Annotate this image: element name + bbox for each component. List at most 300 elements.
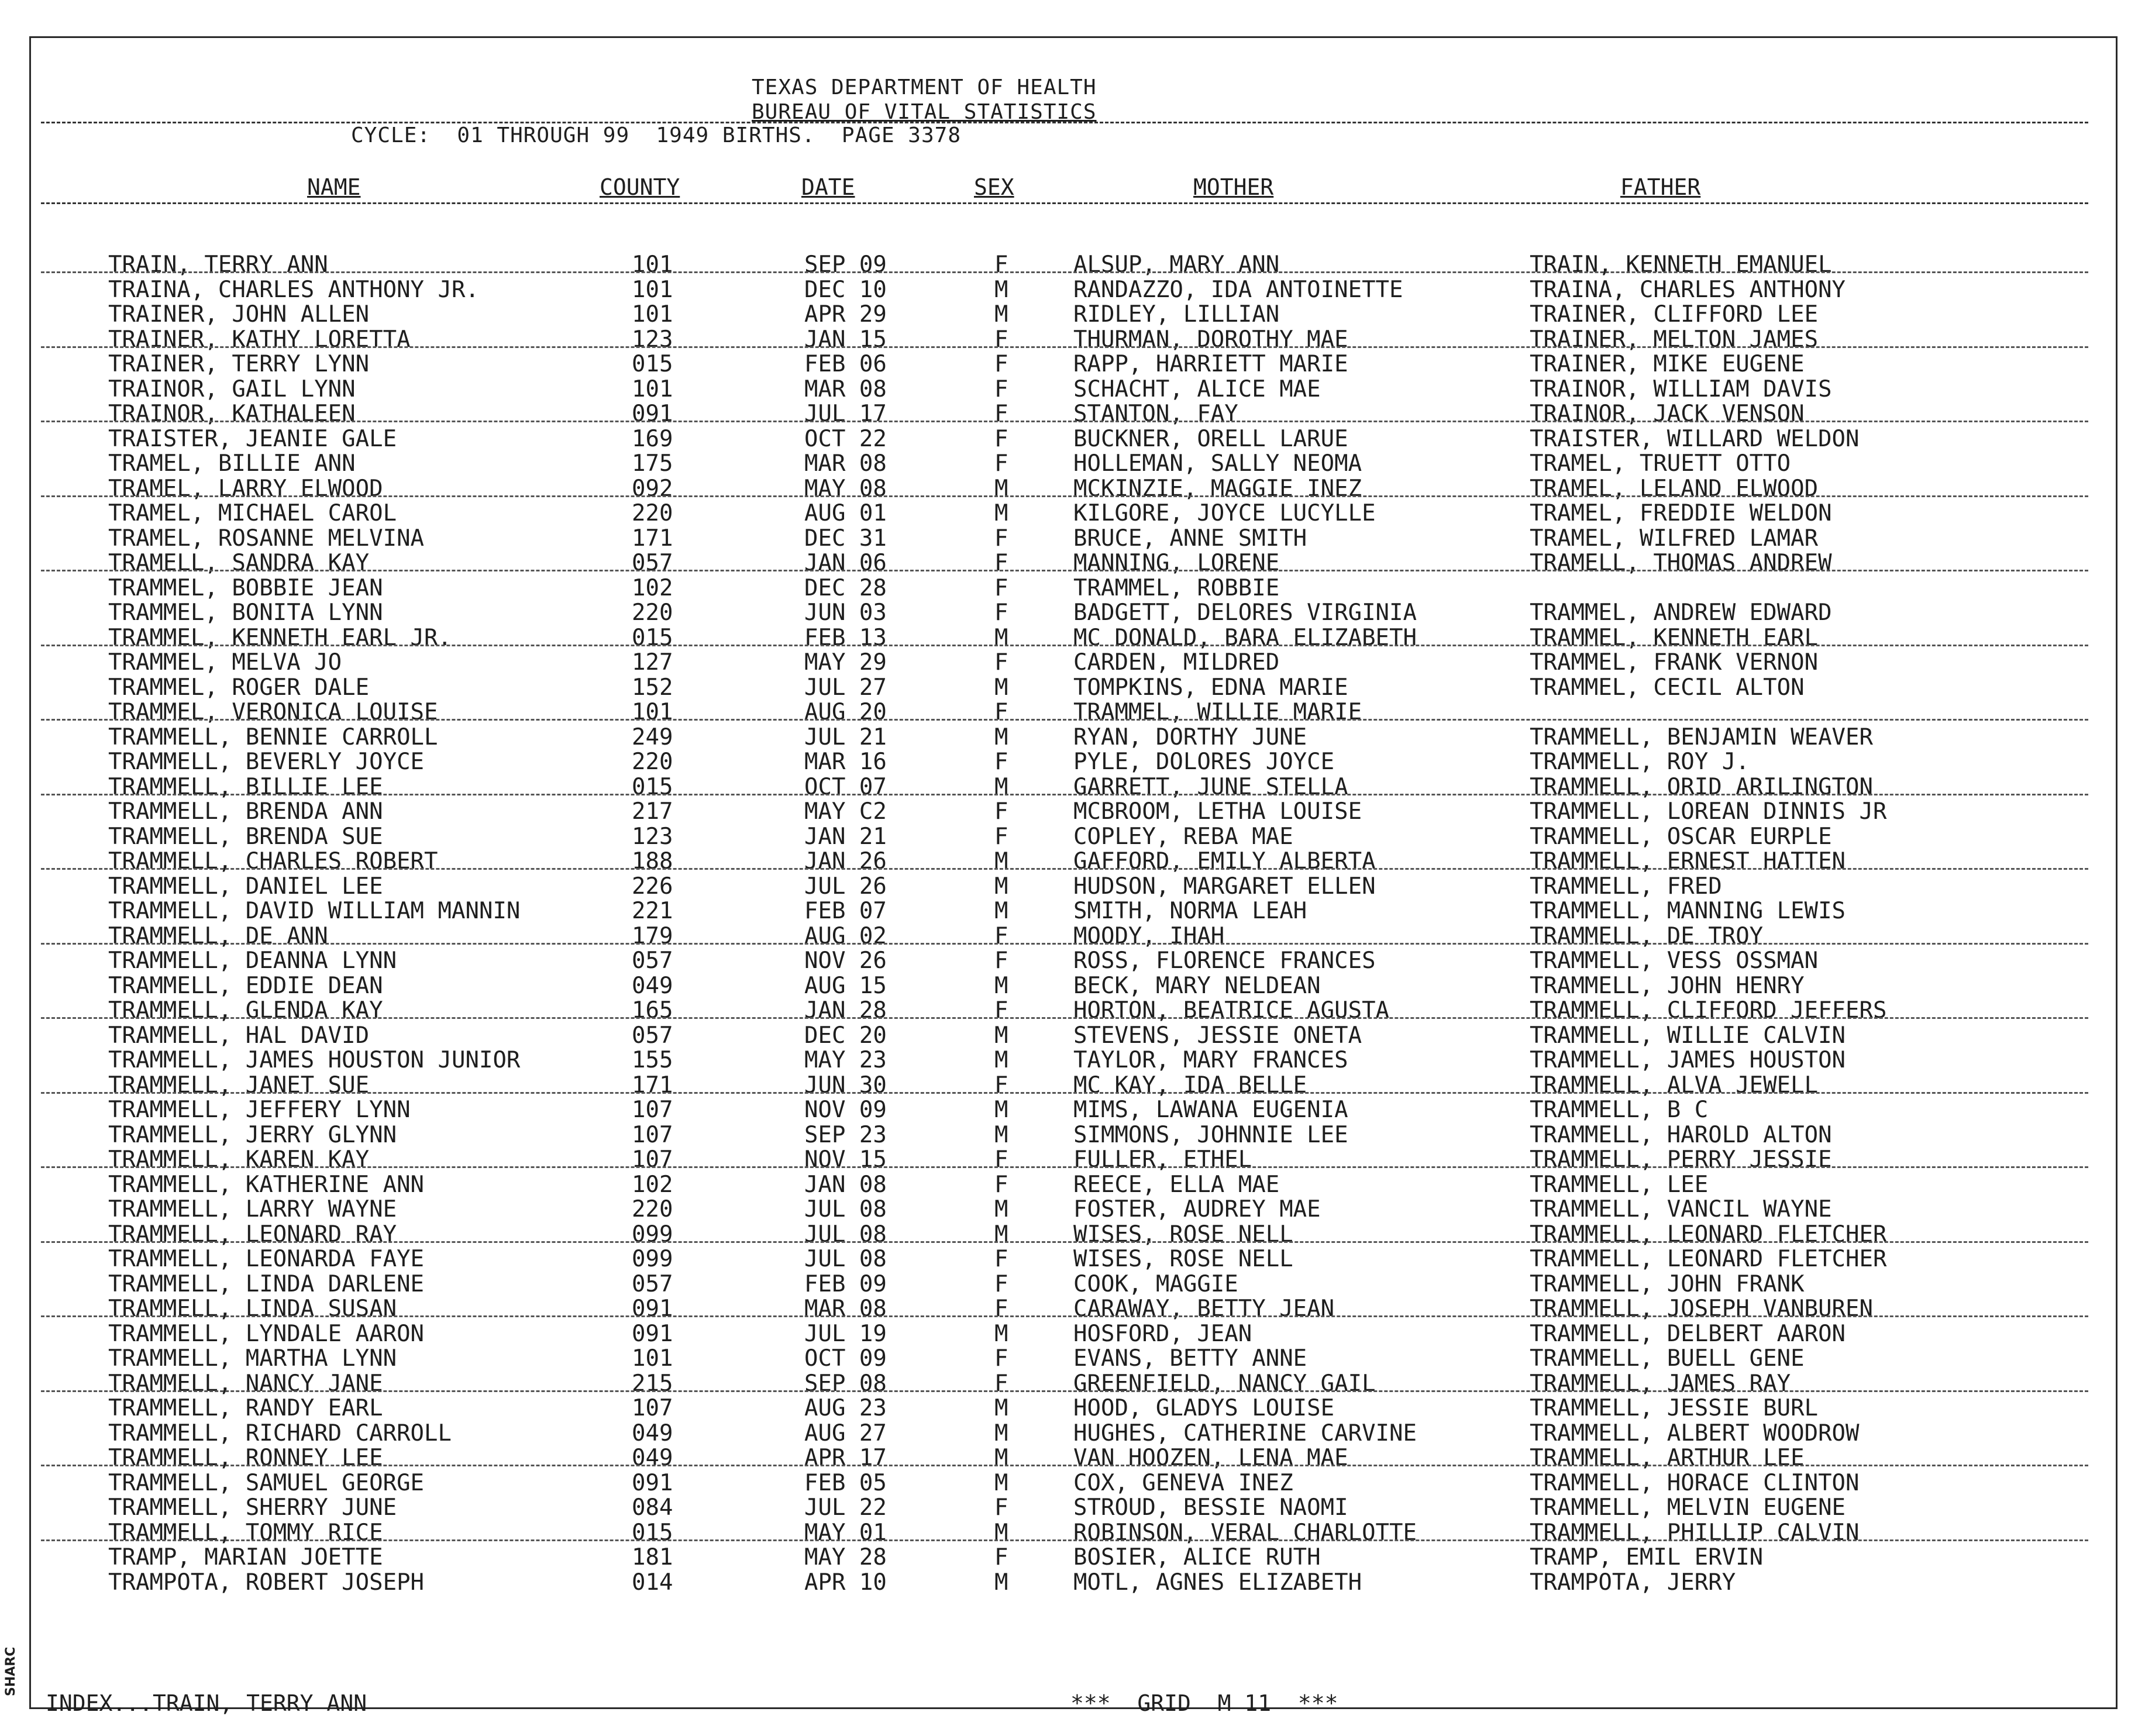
cell-father: TRAMMELL, LEE xyxy=(1530,1171,1709,1198)
cell-date: AUG 20 xyxy=(804,699,887,725)
cell-mother: RANDAZZO, IDA ANTOINETTE xyxy=(1073,276,1403,303)
cell-sex: F xyxy=(994,600,1008,626)
cell-mother: THURMAN, DOROTHY MAE xyxy=(1073,326,1348,353)
cell-father: TRAMMELL, ALBERT WOODROW xyxy=(1530,1420,1860,1446)
cell-father: TRAMMELL, MANNING LEWIS xyxy=(1530,898,1846,924)
table-row xyxy=(0,1471,2106,1496)
cell-mother: SIMMONS, JOHNNIE LEE xyxy=(1073,1121,1348,1148)
cell-father: TRAMMELL, JOSEPH VANBUREN xyxy=(1530,1296,1873,1322)
cell-name: TRAMMELL, EDDIE DEAN xyxy=(108,972,383,999)
cell-sex: M xyxy=(994,1569,1008,1596)
cell-date: DEC 28 xyxy=(804,574,887,601)
row-divider xyxy=(41,570,2088,571)
cell-county: 107 xyxy=(632,1395,673,1421)
cell-mother: MANNING, LORENE xyxy=(1073,550,1280,576)
table-row xyxy=(0,1396,2106,1421)
cell-date: MAY 23 xyxy=(804,1047,887,1073)
cell-county: 217 xyxy=(632,798,673,825)
table-row xyxy=(0,402,2106,426)
cell-father: TRAMEL, FREDDIE WELDON xyxy=(1530,500,1832,526)
cell-date: MAY 28 xyxy=(804,1544,887,1570)
cell-name: TRAMMELL, GLENDA KAY xyxy=(108,997,383,1024)
table-row xyxy=(0,1024,2106,1048)
cell-date: FEB 09 xyxy=(804,1270,887,1297)
cell-date: SEP 23 xyxy=(804,1121,887,1148)
cell-name: TRAINER, JOHN ALLEN xyxy=(108,301,370,328)
cell-name: TRAMMELL, MARTHA LYNN xyxy=(108,1345,397,1372)
table-row xyxy=(0,849,2106,874)
row-divider xyxy=(41,1465,2088,1466)
cell-county: 057 xyxy=(632,1270,673,1297)
cell-county: 049 xyxy=(632,1420,673,1446)
cell-sex: M xyxy=(994,1097,1008,1123)
cell-father: TRAMMELL, JESSIE BURL xyxy=(1530,1395,1819,1421)
table-row xyxy=(0,253,2106,277)
cell-father: TRAMMELL, LOREAN DINNIS JR xyxy=(1530,798,1887,825)
cell-name: TRAMMELL, LINDA SUSAN xyxy=(108,1296,397,1322)
cell-date: JUL 08 xyxy=(804,1246,887,1272)
table-row xyxy=(0,1346,2106,1371)
cell-mother: BECK, MARY NELDEAN xyxy=(1073,972,1321,999)
cell-sex: F xyxy=(994,550,1008,576)
cell-county: 215 xyxy=(632,1370,673,1397)
cell-date: FEB 06 xyxy=(804,351,887,377)
cell-mother: KILGORE, JOYCE LUCYLLE xyxy=(1073,500,1376,526)
cell-mother: RYAN, DORTHY JUNE xyxy=(1073,724,1307,750)
cell-county: 179 xyxy=(632,922,673,949)
cell-county: 220 xyxy=(632,600,673,626)
cell-county: 101 xyxy=(632,376,673,402)
cell-sex: M xyxy=(994,848,1008,874)
cell-sex: F xyxy=(994,823,1008,850)
cell-name: TRAMMELL, BILLIE LEE xyxy=(108,773,383,800)
cell-sex: F xyxy=(994,1270,1008,1297)
cell-father: TRAMMELL, ROY J. xyxy=(1530,749,1750,775)
cell-mother: RAPP, HARRIETT MARIE xyxy=(1073,351,1348,377)
cell-date: NOV 15 xyxy=(804,1146,887,1173)
cell-mother: MIMS, LAWANA EUGENIA xyxy=(1073,1097,1348,1123)
cell-county: 091 xyxy=(632,401,673,427)
cell-mother: HUGHES, CATHERINE CARVINE xyxy=(1073,1420,1417,1446)
cell-sex: M xyxy=(994,276,1008,303)
row-divider xyxy=(41,495,2088,497)
table-row xyxy=(0,1421,2106,1446)
column-header-name: NAME xyxy=(307,174,361,200)
row-divider xyxy=(41,346,2088,348)
row-divider xyxy=(41,868,2088,870)
cell-sex: F xyxy=(994,997,1008,1024)
table-row xyxy=(0,1123,2106,1148)
cell-sex: M xyxy=(994,1469,1008,1496)
cell-date: JAN 28 xyxy=(804,997,887,1024)
cell-date: JUL 21 xyxy=(804,724,887,750)
cell-county: 091 xyxy=(632,1296,673,1322)
column-header-divider xyxy=(41,202,2088,204)
cell-father: TRAMMELL, CLIFFORD JEFFERS xyxy=(1530,997,1887,1024)
cell-mother: BUCKNER, ORELL LARUE xyxy=(1073,425,1348,452)
cell-county: 220 xyxy=(632,500,673,526)
cell-date: AUG 01 xyxy=(804,500,887,526)
cell-father: TRAMEL, WILFRED LAMAR xyxy=(1530,525,1819,552)
cell-name: TRAMMELL, JANET SUE xyxy=(108,1072,370,1098)
cell-father: TRAMMELL, LEONARD FLETCHER xyxy=(1530,1221,1887,1248)
cell-name: TRAMMELL, TOMMY RICE xyxy=(108,1519,383,1546)
bureau-title: BUREAU OF VITAL STATISTICS xyxy=(752,100,1097,124)
cell-mother: REECE, ELLA MAE xyxy=(1073,1171,1280,1198)
row-divider xyxy=(41,943,2088,945)
cell-date: AUG 02 xyxy=(804,922,887,949)
cell-father: TRAMMELL, BUELL GENE xyxy=(1530,1345,1805,1372)
cell-name: TRAMMELL, KATHERINE ANN xyxy=(108,1171,425,1198)
cell-mother: HORTON, BEATRICE AGUSTA xyxy=(1073,997,1390,1024)
cell-county: 099 xyxy=(632,1221,673,1248)
cell-county: 107 xyxy=(632,1121,673,1148)
table-row xyxy=(0,1048,2106,1073)
cell-name: TRAMMELL, LEONARD RAY xyxy=(108,1221,397,1248)
cell-county: 188 xyxy=(632,848,673,874)
cell-date: AUG 23 xyxy=(804,1395,887,1421)
cell-date: MAR 16 xyxy=(804,749,887,775)
cell-county: 220 xyxy=(632,1196,673,1222)
column-header-father: FATHER xyxy=(1620,174,1701,200)
cell-date: JAN 26 xyxy=(804,848,887,874)
cell-mother: GAFFORD, EMILY ALBERTA xyxy=(1073,848,1376,874)
cell-county: 123 xyxy=(632,326,673,353)
cell-name: TRAIN, TERRY ANN xyxy=(108,252,328,278)
table-row xyxy=(0,974,2106,998)
cell-name: TRAINOR, KATHALEEN xyxy=(108,401,356,427)
cell-mother: GARRETT, JUNE STELLA xyxy=(1073,773,1348,800)
cell-county: 171 xyxy=(632,1072,673,1098)
table-row xyxy=(0,650,2106,675)
cell-county: 101 xyxy=(632,1345,673,1372)
cell-county: 057 xyxy=(632,1022,673,1049)
cell-date: NOV 26 xyxy=(804,948,887,974)
cell-mother: PYLE, DOLORES JOYCE xyxy=(1073,749,1335,775)
cell-name: TRAINOR, GAIL LYNN xyxy=(108,376,356,402)
cell-county: 015 xyxy=(632,1519,673,1546)
cell-sex: M xyxy=(994,1196,1008,1222)
cell-sex: F xyxy=(994,1296,1008,1322)
cell-mother: SCHACHT, ALICE MAE xyxy=(1073,376,1321,402)
cell-date: JAN 21 xyxy=(804,823,887,850)
cell-sex: F xyxy=(994,749,1008,775)
cell-name: TRAMEL, ROSANNE MELVINA xyxy=(108,525,425,552)
table-row xyxy=(0,377,2106,402)
cell-name: TRAMMELL, LEONARDA FAYE xyxy=(108,1246,425,1272)
cell-mother: COX, GENEVA INEZ xyxy=(1073,1469,1293,1496)
table-row xyxy=(0,328,2106,352)
cell-name: TRAMMEL, BOBBIE JEAN xyxy=(108,574,383,601)
cell-name: TRAMP, MARIAN JOETTE xyxy=(108,1544,383,1570)
cell-county: 014 xyxy=(632,1569,673,1596)
cell-county: 092 xyxy=(632,475,673,502)
cell-date: NOV 09 xyxy=(804,1097,887,1123)
cell-father: TRAMMELL, FRED xyxy=(1530,873,1722,900)
cell-county: 091 xyxy=(632,1469,673,1496)
cell-sex: M xyxy=(994,1395,1008,1421)
cell-mother: BRUCE, ANNE SMITH xyxy=(1073,525,1307,552)
cell-mother: SMITH, NORMA LEAH xyxy=(1073,898,1307,924)
cell-county: 221 xyxy=(632,898,673,924)
cell-county: 249 xyxy=(632,724,673,750)
cell-father: TRAMMELL, WILLIE CALVIN xyxy=(1530,1022,1846,1049)
table-row xyxy=(0,1073,2106,1098)
row-divider xyxy=(41,421,2088,422)
cell-mother: CARDEN, MILDRED xyxy=(1073,649,1280,676)
cell-father: TRAMMELL, B C xyxy=(1530,1097,1709,1123)
cell-county: 175 xyxy=(632,450,673,477)
table-row xyxy=(0,1372,2106,1396)
table-row xyxy=(0,1545,2106,1570)
cell-name: TRAMMELL, BENNIE CARROLL xyxy=(108,724,438,750)
table-row xyxy=(0,501,2106,526)
cell-mother: FULLER, ETHEL xyxy=(1073,1146,1252,1173)
cell-county: 127 xyxy=(632,649,673,676)
cell-name: TRAMMELL, SAMUEL GEORGE xyxy=(108,1469,425,1496)
cell-name: TRAMMELL, DEANNA LYNN xyxy=(108,948,397,974)
cell-sex: M xyxy=(994,674,1008,701)
cell-sex: M xyxy=(994,500,1008,526)
index-label: INDEX...TRAIN, TERRY ANN xyxy=(46,1690,367,1716)
cell-name: TRAMEL, LARRY ELWOOD xyxy=(108,475,383,502)
cell-father: TRAMEL, LELAND ELWOOD xyxy=(1530,475,1819,502)
cell-county: 107 xyxy=(632,1097,673,1123)
cell-date: JUL 08 xyxy=(804,1196,887,1222)
cell-mother: BADGETT, DELORES VIRGINIA xyxy=(1073,600,1417,626)
cell-name: TRAMMELL, HAL DAVID xyxy=(108,1022,370,1049)
cell-name: TRAMMELL, BRENDA ANN xyxy=(108,798,383,825)
cell-county: 049 xyxy=(632,1445,673,1471)
cell-name: TRAMMELL, DE ANN xyxy=(108,922,328,949)
cell-father: TRAMMEL, ANDREW EDWARD xyxy=(1530,600,1832,626)
cell-county: 049 xyxy=(632,972,673,999)
cell-mother: MC DONALD, BARA ELIZABETH xyxy=(1073,624,1417,651)
cell-county: 101 xyxy=(632,276,673,303)
cell-name: TRAMMELL, RICHARD CARROLL xyxy=(108,1420,452,1446)
cell-mother: WISES, ROSE NELL xyxy=(1073,1221,1293,1248)
row-divider xyxy=(41,1315,2088,1317)
cell-mother: TOMPKINS, EDNA MARIE xyxy=(1073,674,1348,701)
cell-date: JUL 19 xyxy=(804,1320,887,1347)
cell-father: TRAMMELL, HORACE CLINTON xyxy=(1530,1469,1860,1496)
cell-county: 057 xyxy=(632,550,673,576)
cell-mother: ROSS, FLORENCE FRANCES xyxy=(1073,948,1376,974)
cell-father: TRAMMELL, DE TROY xyxy=(1530,922,1764,949)
cell-sex: M xyxy=(994,898,1008,924)
cell-sex: F xyxy=(994,922,1008,949)
cell-father: TRAMPOTA, JERRY xyxy=(1530,1569,1736,1596)
cell-sex: F xyxy=(994,1072,1008,1098)
cell-county: 102 xyxy=(632,1171,673,1198)
cell-mother: HOOD, GLADYS LOUISE xyxy=(1073,1395,1335,1421)
table-row xyxy=(0,626,2106,650)
cell-county: 171 xyxy=(632,525,673,552)
table-row xyxy=(0,825,2106,849)
cell-name: TRAMMELL, KAREN KAY xyxy=(108,1146,370,1173)
cell-name: TRAMPOTA, ROBERT JOSEPH xyxy=(108,1569,425,1596)
cell-date: AUG 15 xyxy=(804,972,887,999)
cell-sex: F xyxy=(994,425,1008,452)
table-row xyxy=(0,1098,2106,1122)
cell-sex: F xyxy=(994,450,1008,477)
table-row xyxy=(0,725,2106,750)
cell-father: TRAMMELL, VANCIL WAYNE xyxy=(1530,1196,1832,1222)
cell-mother: TRAMMEL, ROBBIE xyxy=(1073,574,1280,601)
cell-county: 015 xyxy=(632,351,673,377)
cell-sex: M xyxy=(994,475,1008,502)
cell-mother: VAN HOOZEN, LENA MAE xyxy=(1073,1445,1348,1471)
cell-mother: GREENFIELD, NANCY GAIL xyxy=(1073,1370,1376,1397)
cell-mother: STROUD, BESSIE NAOMI xyxy=(1073,1494,1348,1521)
cell-father: TRAMMELL, JOHN FRANK xyxy=(1530,1270,1805,1297)
cell-name: TRAISTER, JEANIE GALE xyxy=(108,425,397,452)
cell-name: TRAMMEL, ROGER DALE xyxy=(108,674,370,701)
table-row xyxy=(0,775,2106,800)
cell-date: APR 17 xyxy=(804,1445,887,1471)
cell-mother: HUDSON, MARGARET ELLEN xyxy=(1073,873,1376,900)
cell-father: TRAMP, EMIL ERVIN xyxy=(1530,1544,1764,1570)
table-row xyxy=(0,1148,2106,1172)
cell-date: MAY 29 xyxy=(804,649,887,676)
cell-name: TRAMMELL, DAVID WILLIAM MANNIN xyxy=(108,898,521,924)
cell-date: OCT 22 xyxy=(804,425,887,452)
cell-county: 015 xyxy=(632,773,673,800)
table-row xyxy=(0,1521,2106,1545)
cell-date: MAY 01 xyxy=(804,1519,887,1546)
table-row xyxy=(0,302,2106,327)
cell-date: AUG 27 xyxy=(804,1420,887,1446)
cell-mother: MCKINZIE, MAGGIE INEZ xyxy=(1073,475,1362,502)
cell-date: JUL 17 xyxy=(804,401,887,427)
cell-name: TRAMEL, BILLIE ANN xyxy=(108,450,356,477)
cell-county: 101 xyxy=(632,699,673,725)
table-row xyxy=(0,526,2106,551)
cell-date: JUN 03 xyxy=(804,600,887,626)
cell-sex: F xyxy=(994,1494,1008,1521)
cell-date: DEC 20 xyxy=(804,1022,887,1049)
cell-name: TRAMMELL, RONNEY LEE xyxy=(108,1445,383,1471)
cell-name: TRAMMELL, JEFFERY LYNN xyxy=(108,1097,411,1123)
cell-name: TRAMMELL, LARRY WAYNE xyxy=(108,1196,397,1222)
cell-sex: F xyxy=(994,1171,1008,1198)
cell-father: TRAMMELL, BENJAMIN WEAVER xyxy=(1530,724,1873,750)
row-divider xyxy=(41,794,2088,795)
cell-sex: M xyxy=(994,724,1008,750)
cell-sex: M xyxy=(994,301,1008,328)
cell-name: TRAMEL, MICHAEL CAROL xyxy=(108,500,397,526)
cell-date: FEB 13 xyxy=(804,624,887,651)
cell-date: DEC 10 xyxy=(804,276,887,303)
cell-sex: F xyxy=(994,525,1008,552)
cell-county: 099 xyxy=(632,1246,673,1272)
cell-mother: CARAWAY, BETTY JEAN xyxy=(1073,1296,1335,1322)
cell-sex: F xyxy=(994,326,1008,353)
cell-date: JAN 08 xyxy=(804,1171,887,1198)
cell-father: TRAMMELL, LEONARD FLETCHER xyxy=(1530,1246,1887,1272)
cell-date: MAR 08 xyxy=(804,450,887,477)
cell-name: TRAMMELL, SHERRY JUNE xyxy=(108,1494,397,1521)
table-row xyxy=(0,452,2106,476)
row-divider xyxy=(41,645,2088,646)
cell-sex: F xyxy=(994,1345,1008,1372)
cell-father: TRAMMELL, PHILLIP CALVIN xyxy=(1530,1519,1860,1546)
cell-mother: COOK, MAGGIE xyxy=(1073,1270,1238,1297)
cell-mother: MOTL, AGNES ELIZABETH xyxy=(1073,1569,1362,1596)
cell-mother: WISES, ROSE NELL xyxy=(1073,1246,1293,1272)
cell-sex: M xyxy=(994,1420,1008,1446)
cell-mother: HOSFORD, JEAN xyxy=(1073,1320,1252,1347)
cell-father: TRAMMELL, OSCAR EURPLE xyxy=(1530,823,1832,850)
cycle-line: CYCLE: 01 THROUGH 99 1949 BIRTHS. PAGE 3378 xyxy=(351,123,961,147)
cell-name: TRAMMELL, NANCY JANE xyxy=(108,1370,383,1397)
cell-father: TRAMMELL, MELVIN EUGENE xyxy=(1530,1494,1846,1521)
cell-father: TRAISTER, WILLARD WELDON xyxy=(1530,425,1860,452)
cell-father: TRAMMELL, HAROLD ALTON xyxy=(1530,1121,1832,1148)
table-row xyxy=(0,676,2106,700)
cell-date: FEB 05 xyxy=(804,1469,887,1496)
cell-sex: F xyxy=(994,351,1008,377)
cell-date: OCT 09 xyxy=(804,1345,887,1372)
table-row xyxy=(0,1570,2106,1595)
table-row xyxy=(0,700,2106,725)
cell-sex: M xyxy=(994,1022,1008,1049)
table-row xyxy=(0,551,2106,576)
cell-mother: STANTON, FAY xyxy=(1073,401,1238,427)
cell-sex: F xyxy=(994,1544,1008,1570)
cell-father: TRAMEL, TRUETT OTTO xyxy=(1530,450,1791,477)
cell-sex: M xyxy=(994,873,1008,900)
cell-county: 155 xyxy=(632,1047,673,1073)
table-row xyxy=(0,1173,2106,1197)
table-row xyxy=(0,278,2106,302)
cell-mother: TRAMMEL, WILLIE MARIE xyxy=(1073,699,1362,725)
cell-name: TRAINER, KATHY LORETTA xyxy=(108,326,411,353)
row-divider xyxy=(41,719,2088,721)
cell-father: TRAINOR, JACK VENSON xyxy=(1530,401,1805,427)
cell-date: APR 10 xyxy=(804,1569,887,1596)
cell-date: DEC 31 xyxy=(804,525,887,552)
table-row xyxy=(0,998,2106,1023)
cell-sex: M xyxy=(994,972,1008,999)
cell-county: 226 xyxy=(632,873,673,900)
cell-sex: M xyxy=(994,1221,1008,1248)
cell-sex: F xyxy=(994,1146,1008,1173)
header-divider xyxy=(41,122,2088,123)
row-divider xyxy=(41,1390,2088,1392)
cell-date: MAY C2 xyxy=(804,798,887,825)
cell-father: TRAMMELL, ORID ARILINGTON xyxy=(1530,773,1873,800)
cell-name: TRAMMELL, CHARLES ROBERT xyxy=(108,848,438,874)
cell-mother: FOSTER, AUDREY MAE xyxy=(1073,1196,1321,1222)
cell-father: TRAINER, MIKE EUGENE xyxy=(1530,351,1805,377)
cell-father: TRAMMELL, JAMES HOUSTON xyxy=(1530,1047,1846,1073)
cell-date: JUN 30 xyxy=(804,1072,887,1098)
cell-father: TRAMMELL, DELBERT AARON xyxy=(1530,1320,1846,1347)
cell-name: TRAMMELL, BRENDA SUE xyxy=(108,823,383,850)
cell-name: TRAINA, CHARLES ANTHONY JR. xyxy=(108,276,479,303)
cell-name: TRAMMEL, VERONICA LOUISE xyxy=(108,699,438,725)
cell-name: TRAMMEL, MELVA JO xyxy=(108,649,342,676)
table-row xyxy=(0,477,2106,501)
cell-mother: EVANS, BETTY ANNE xyxy=(1073,1345,1307,1372)
table-row xyxy=(0,1222,2106,1247)
cell-sex: M xyxy=(994,624,1008,651)
cell-county: 152 xyxy=(632,674,673,701)
row-divider xyxy=(41,1166,2088,1168)
cell-mother: MCBROOM, LETHA LOUISE xyxy=(1073,798,1362,825)
cell-name: TRAMMELL, DANIEL LEE xyxy=(108,873,383,900)
